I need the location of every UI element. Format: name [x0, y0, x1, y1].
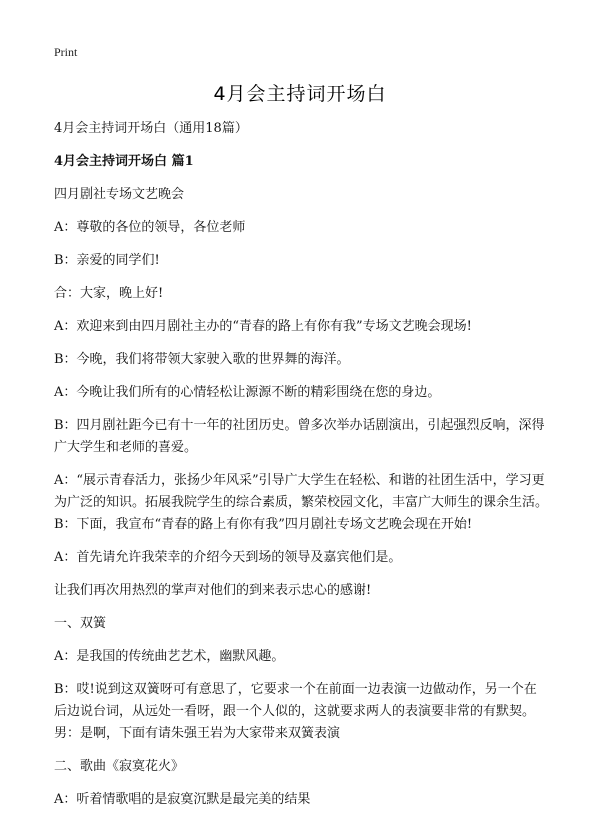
- paragraph: B：四月剧社距今已有十一年的社团历史。曾多次举办话剧演出，引起强烈反响，深得广大学生和老师的喜爱。: [54, 418, 545, 455]
- page-title: 4月会主持词开场白: [213, 83, 387, 105]
- paragraph: 让我们再次用热烈的掌声对他们的到来表示忠心的感谢!: [54, 583, 372, 598]
- paragraph: A：今晚让我们所有的心情轻松让源源不断的精彩围绕在您的身边。: [54, 385, 441, 400]
- document-body: [54, 118, 549, 822]
- paragraph: B：哎!说到这双簧呀可有意思了，它要求一个在前面一边表演一边做动作，另一个在后边说台词，从远处一看呀，跟一个人似的，这就要求两人的表演要非常的有默契。男：是啊，下面有请朱强王岩为大家带来双簧表演: [54, 682, 537, 741]
- paragraph: A：听着情歌唱的是寂寞沉默是最完美的结果: [54, 792, 311, 807]
- paragraph: A：首先请允许我荣幸的介绍今天到场的领导及嘉宾他们是。: [54, 550, 402, 565]
- paragraph: 合：大家，晚上好!: [54, 286, 164, 301]
- paragraph: 4月会主持词开场白（通用18篇）: [54, 121, 248, 136]
- paragraph: 二、歌曲《寂寞花火》: [54, 759, 185, 774]
- paragraph: A：是我国的传统曲艺艺术，幽默风趣。: [54, 649, 285, 664]
- paragraph: B：今晚，我们将带领大家驶入歌的世界舞的海洋。: [54, 352, 350, 367]
- paragraph: 四月剧社专场文艺晚会: [54, 187, 185, 202]
- paragraph: A：尊敬的各位的领导，各位老师: [54, 220, 246, 235]
- paragraph: 一、双簧: [54, 616, 107, 631]
- section-heading: 4月会主持词开场白 篇1: [54, 154, 194, 169]
- paragraph: B：亲爱的同学们!: [54, 253, 160, 268]
- paragraph: A：“展示青春活力，张扬少年风采”引导广大学生在轻松、和谐的社团生活中，学习更为广泛的知识。拓展我院学生的综合素质，繁荣校园文化，丰富广大师生的课余生活。B：下面，我宣布“青春的路上有你有我”四月剧社专场文艺晚会现在开始!: [54, 473, 549, 532]
- print-link[interactable]: Print: [54, 45, 78, 59]
- paragraph: A：欢迎来到由四月剧社主办的“青春的路上有你有我”专场文艺晚会现场!: [54, 319, 472, 334]
